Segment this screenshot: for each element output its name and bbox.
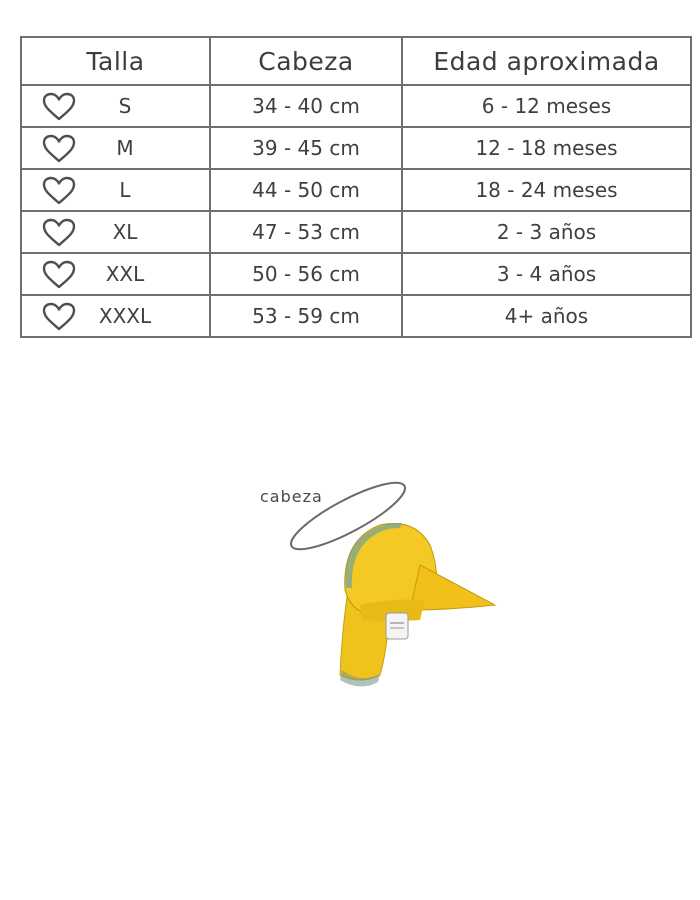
size-label: XXL — [105, 262, 145, 286]
size-label: S — [118, 94, 132, 118]
cell-size — [21, 127, 210, 169]
table-body — [21, 85, 691, 337]
table-row — [21, 253, 691, 295]
size-label: L — [119, 178, 131, 202]
cell-approx-age: 12 - 18 meses — [402, 127, 691, 169]
size-label: M — [116, 136, 134, 160]
size-label: XL — [112, 220, 138, 244]
head-measure-label: cabeza — [260, 487, 323, 506]
cell-size — [21, 211, 210, 253]
cell-head-circumference: 47 - 53 cm — [210, 211, 402, 253]
table-row — [21, 127, 691, 169]
cell-head-circumference: 50 - 56 cm — [210, 253, 402, 295]
cell-head-circumference: 44 - 50 cm — [210, 169, 402, 211]
heart-outline-icon — [42, 134, 76, 163]
cell-approx-age: 6 - 12 meses — [402, 85, 691, 127]
cell-approx-age: 2 - 3 años — [402, 211, 691, 253]
heart-outline-icon — [42, 218, 76, 247]
size-label: XXXL — [98, 304, 152, 328]
cell-size — [21, 253, 210, 295]
table-row — [21, 169, 691, 211]
cell-head-circumference: 34 - 40 cm — [210, 85, 402, 127]
table-header-row — [21, 37, 691, 85]
cell-approx-age: 18 - 24 meses — [402, 169, 691, 211]
heart-outline-icon — [42, 92, 76, 121]
table-row — [21, 295, 691, 337]
cell-size — [21, 85, 210, 127]
cell-size — [21, 295, 210, 337]
heart-outline-icon — [42, 260, 76, 289]
heart-outline-icon — [42, 176, 76, 205]
cell-approx-age: 3 - 4 años — [402, 253, 691, 295]
cell-head-circumference: 39 - 45 cm — [210, 127, 402, 169]
cell-size — [21, 169, 210, 211]
cell-approx-age: 4+ años — [402, 295, 691, 337]
heart-outline-icon — [42, 302, 76, 331]
header-size: Talla — [21, 37, 210, 85]
cell-head-circumference: 53 - 59 cm — [210, 295, 402, 337]
table-row — [21, 85, 691, 127]
size-table — [20, 36, 692, 338]
table-row — [21, 211, 691, 253]
header-head: Cabeza — [210, 37, 402, 85]
header-age: Edad aproximada — [402, 37, 691, 85]
